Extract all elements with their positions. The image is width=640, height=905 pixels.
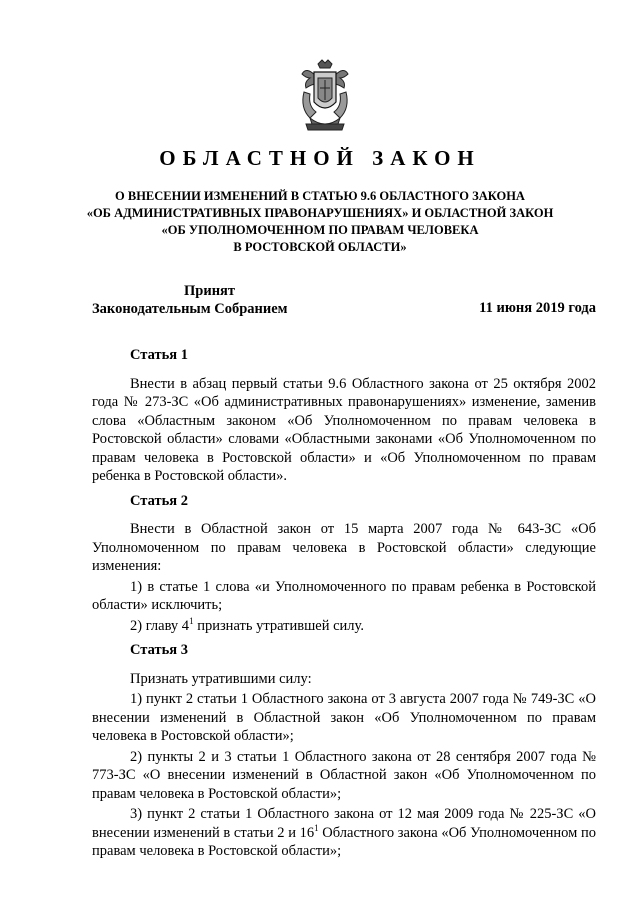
law-title <box>60 188 580 256</box>
article-heading: Статья 2 <box>130 492 188 509</box>
article-item <box>92 617 596 636</box>
coat-of-arms-icon <box>296 58 354 134</box>
article-paragraph: Внести в Областной закон от 15 марта 2007 года № 643-ЗС «Об Уполномоченном по правам человека в Ростовской области» следующие изменения: <box>92 521 596 574</box>
law-title-line: «ОБ УПОЛНОМОЧЕННОМ ПО ПРАВАМ ЧЕЛОВЕКА <box>161 223 479 237</box>
article-heading: Статья 3 <box>130 642 188 658</box>
law-title-line: О ВНЕСЕНИИ ИЗМЕНЕНИЙ В СТАТЬЮ 9.6 ОБЛАСТНОГО ЗАКОНА <box>115 189 525 203</box>
article-item: 1) пункт 2 статьи 1 Областного закона от 3 августа 2007 года № 749-ЗС «О внесении изменений в Областной закон «Об Уполномоченном по правам человека в Ростовской области»; <box>92 691 596 744</box>
article-item: 1) в статье 1 слова «и Уполномоченного по правам ребенка в Ростовской области» исключить; <box>92 578 596 613</box>
article-paragraph: Внести в абзац первый статьи 9.6 Областного закона от 25 октября 2002 года № 273-ЗС «Об административных правонарушениях» изменение, заменив слова «Областным законом «Об Уполномоченном по правам человека в Ростовской области» словами «Областными законами «Об Уполномоченном по правам человека в Ростовской области» и «Об Уполномоченном по правам ребенка в Ростовской области». <box>92 375 596 484</box>
law-type-heading: ОБЛАСТНОЙ ЗАКОН <box>159 146 481 170</box>
article-paragraph: Признать утратившими силу: <box>130 670 312 687</box>
item-text: признать утратившей силу. <box>193 617 364 634</box>
superscript: 1 <box>189 615 194 626</box>
adopted-label: Принят <box>184 283 236 299</box>
adopted-by: Законодательным Собранием <box>92 301 288 317</box>
law-body <box>92 346 596 863</box>
superscript: 1 <box>314 822 319 833</box>
item-text: Областного закона «Об Уполномоченном по правам человека в Ростовской области»; <box>92 824 596 859</box>
item-text: 3) пункт 2 статьи 1 Областного закона от 12 мая 2009 года № 225-ЗС «О внесении изменений в статьи 2 и 16 <box>92 806 596 841</box>
article-item: 2) пункты 2 и 3 статьи 1 Областного закона от 28 сентября 2007 года № 773-ЗС «О внесении изменений в Областной закон «Об Уполномоченном по правам человека в Ростовской области»; <box>92 748 596 802</box>
article-heading: Статья 1 <box>130 347 188 363</box>
article-item <box>92 805 596 861</box>
law-title-line: В РОСТОВСКОЙ ОБЛАСТИ» <box>233 240 407 254</box>
law-title-line: «ОБ АДМИНИСТРАТИВНЫХ ПРАВОНАРУШЕНИЯХ» И ОБЛАСТНОЙ ЗАКОН <box>86 206 554 220</box>
item-text: 2) главу 4 <box>130 617 190 634</box>
adoption-block <box>92 282 288 318</box>
adoption-date: 11 июня 2019 года <box>479 300 596 316</box>
